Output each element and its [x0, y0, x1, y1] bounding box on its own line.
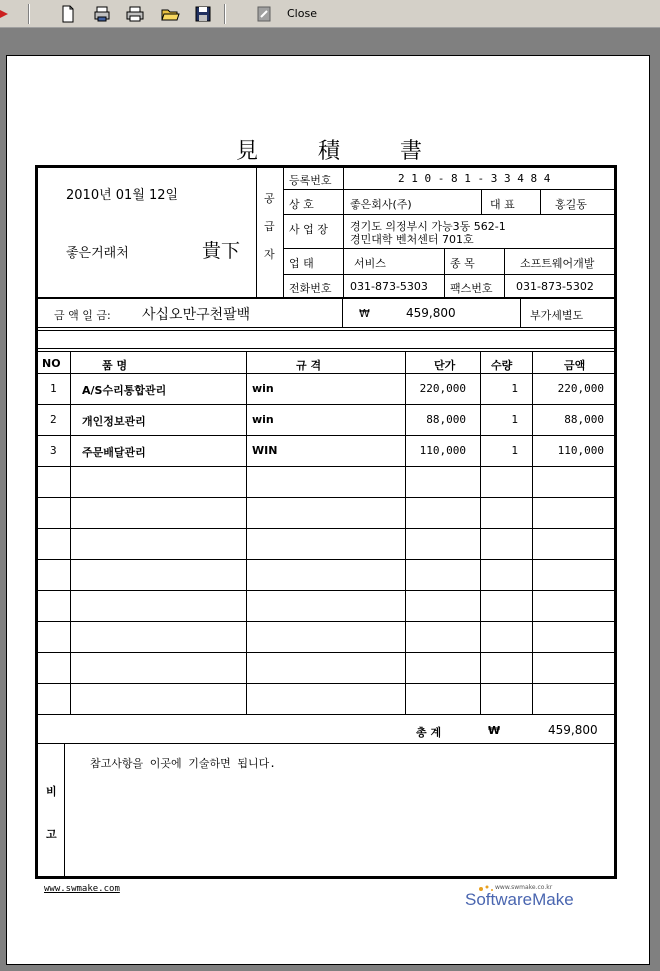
phone-label: 전화번호 [289, 282, 332, 295]
empty-table-row [38, 683, 614, 714]
business-item-value: 소프트웨어개발 [520, 257, 595, 270]
cell-spec: win [252, 413, 274, 426]
col-header-spec: 규 격 [296, 359, 322, 372]
divider [38, 327, 614, 328]
cell-no: 3 [50, 444, 57, 457]
divider [38, 590, 614, 591]
supplier-label: 급 [264, 220, 275, 233]
reg-no-value: 2 1 0 - 8 1 - 3 3 4 8 4 [398, 172, 551, 185]
remarks-label: 고 [46, 828, 57, 841]
divider [343, 168, 344, 297]
document-page [6, 55, 650, 965]
cell-amount: 220,000 [557, 382, 604, 395]
close-button[interactable]: Close [287, 7, 317, 20]
rep-label: 대 표 [490, 198, 515, 211]
amount-korean: 사십오만구천팔백 [142, 307, 251, 323]
document-title [7, 134, 651, 165]
remarks-label: 비 [46, 785, 57, 798]
honorific: 貴下 [202, 240, 241, 262]
col-header-amount: 금액 [564, 359, 586, 372]
divider [481, 189, 482, 214]
divider [283, 274, 614, 275]
empty-table-row [38, 652, 614, 683]
address-line1: 경기도 의정부시 가능3동 562-1 [350, 220, 506, 233]
col-header-price: 단가 [434, 359, 456, 372]
divider [444, 248, 445, 297]
cell-price: 88,000 [426, 413, 466, 426]
cell-qty: 1 [511, 382, 518, 395]
divider [64, 743, 65, 876]
estimate-frame [35, 165, 617, 879]
divider [38, 435, 614, 436]
empty-table-row [38, 466, 614, 497]
fax-label: 팩스번호 [450, 282, 493, 295]
export-icon[interactable] [254, 4, 274, 24]
remarks-text: 참고사항을 이곳에 기술하면 됩니다. [90, 757, 276, 770]
empty-table-row [38, 559, 614, 590]
toolbar-separator [28, 4, 30, 24]
toolbar [0, 0, 660, 28]
divider [38, 559, 614, 560]
empty-table-row [38, 621, 614, 652]
company-label: 상 호 [289, 198, 314, 211]
divider [38, 528, 614, 529]
amount-value: 459,800 [406, 306, 456, 320]
empty-table-row [38, 590, 614, 621]
address-line2: 경민대학 벤처센터 701호 [350, 233, 474, 246]
divider [38, 683, 614, 684]
business-type-value: 서비스 [354, 257, 386, 270]
cell-name: 개인정보관리 [82, 415, 146, 428]
cell-price: 110,000 [419, 444, 466, 457]
divider [38, 404, 614, 405]
cell-spec: WIN [252, 444, 278, 457]
footer-url[interactable]: www.swmake.com [44, 884, 120, 894]
table-row [38, 373, 614, 404]
cell-spec: win [252, 382, 274, 395]
address-label: 사 업 장 [289, 223, 328, 236]
cell-qty: 1 [511, 413, 518, 426]
cell-no: 2 [50, 413, 57, 426]
cell-no: 1 [50, 382, 57, 395]
recipient-name: 좋은거래처 [66, 246, 129, 261]
divider [256, 168, 257, 297]
estimate-date: 2010년 01월 12일 [66, 188, 179, 203]
divider [38, 297, 614, 299]
cell-name: 주문배달관리 [82, 446, 146, 459]
cell-qty: 1 [511, 444, 518, 457]
new-page-icon[interactable] [58, 4, 78, 24]
total-currency: ₩ [488, 724, 501, 737]
divider [38, 743, 614, 744]
supplier-label: 공 [264, 192, 275, 205]
phone-value: 031-873-5303 [350, 280, 428, 293]
divider [283, 214, 614, 215]
logo-url: www.swmake.co.kr [495, 884, 553, 891]
col-header-qty: 수량 [491, 359, 513, 372]
divider [504, 248, 505, 297]
open-folder-icon[interactable] [160, 4, 180, 24]
divider [38, 348, 614, 349]
cell-amount: 110,000 [557, 444, 604, 457]
rep-value: 홍길동 [555, 198, 587, 211]
divider [283, 189, 614, 190]
amount-currency: ₩ [359, 307, 370, 320]
divider [38, 466, 614, 467]
logo-text: SoftwareMake [465, 890, 574, 909]
empty-table-row [38, 528, 614, 559]
company-value: 좋은회사(주) [350, 198, 412, 211]
divider [38, 621, 614, 622]
col-header-name: 품 명 [102, 359, 128, 372]
empty-table-row [38, 497, 614, 528]
total-value: 459,800 [548, 723, 598, 737]
divider [540, 189, 541, 214]
print-icon[interactable] [125, 4, 145, 24]
divider [520, 299, 521, 327]
save-icon[interactable] [193, 4, 213, 24]
divider [283, 248, 614, 249]
supplier-label: 자 [264, 248, 275, 261]
business-type-label: 업 태 [289, 257, 314, 270]
vat-note: 부가세별도 [530, 309, 584, 322]
fax-value: 031-873-5302 [516, 280, 594, 293]
divider [38, 714, 614, 715]
print-setup-icon[interactable] [92, 4, 112, 24]
table-row [38, 404, 614, 435]
divider [38, 497, 614, 498]
cell-price: 220,000 [419, 382, 466, 395]
business-item-label: 종 목 [450, 257, 475, 270]
table-row [38, 435, 614, 466]
title-char: 積 [317, 139, 340, 164]
divider [38, 351, 614, 352]
title-char: 書 [400, 139, 423, 164]
col-header-no: NO [42, 357, 61, 370]
divider [342, 299, 343, 327]
cell-amount: 88,000 [564, 413, 604, 426]
amount-label: 금 액 일 금: [54, 309, 111, 322]
divider [38, 652, 614, 653]
divider [283, 168, 284, 297]
cell-name: A/S수리통합관리 [82, 384, 167, 397]
toolbar-separator [224, 4, 226, 24]
title-char: 見 [235, 139, 258, 164]
total-label: 총 계 [416, 726, 442, 739]
reg-no-label: 등록번호 [289, 174, 332, 187]
arrow-icon[interactable] [0, 4, 14, 24]
divider [38, 330, 614, 331]
company-logo [465, 884, 615, 910]
